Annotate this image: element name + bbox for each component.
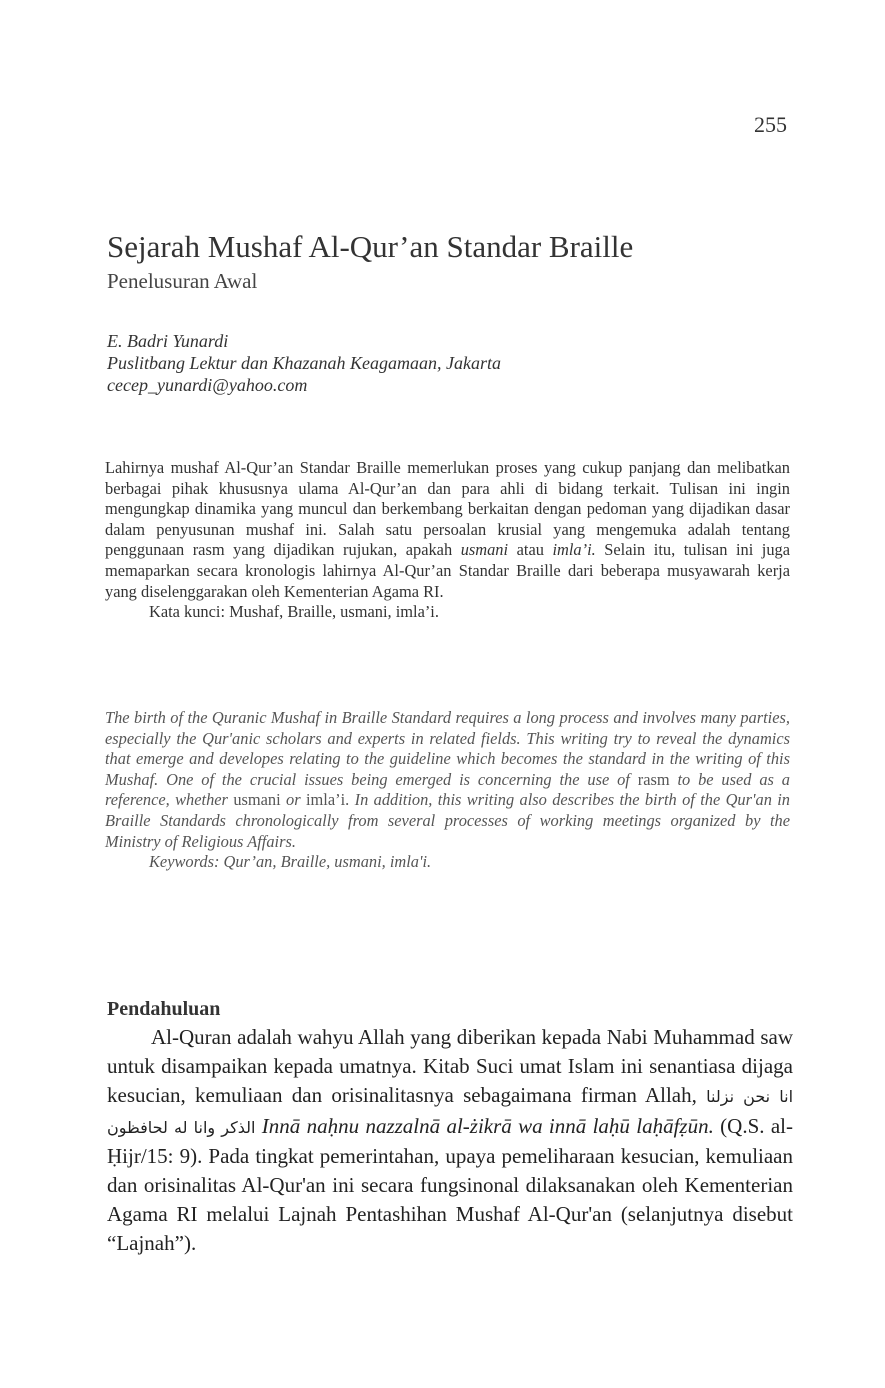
abstract-id-keywords: Kata kunci: Mushaf, Braille, usmani, imla’i. [149, 602, 439, 622]
author-block [107, 330, 501, 396]
abstract-en-body [105, 708, 790, 852]
section-part1: Al-Quran adalah wahyu Allah yang diberikan kepada Nabi Muhammad saw untuk disampaikan kepada umatnya. Kitab Suci umat Islam ini senantiasa dijaga kesucian, kemuliaan dan orisinalitasnya sebagaimana firman Allah, [107, 1025, 793, 1108]
abstract-id-part2: Selain itu, tulisan ini juga memaparkan secara kronologis lahirnya Al-Qur’an Standar Braille dari beberapa musyawarah kerja yang diselenggarakan oleh Kementerian Agama RI. [105, 540, 790, 601]
abstract-en-term-usmani: usmani [233, 790, 281, 810]
abstract-en-mid1: to be used as a reference, whether [105, 769, 790, 810]
section-heading: Pendahuluan [107, 998, 221, 1020]
section-body [107, 1023, 793, 1259]
section-introduction [107, 997, 793, 1259]
abstract-en-part1: The birth of the Quranic Mushaf in Braille Standard requires a long process and involves many parties, especially the Qur'anic scholars and experts in related fields. This writing try to reveal the dynamics that emerge and developes relating to the guideline which becomes the standard in the writing of this Mushaf. One of the crucial issues being emerged is concerning the use of [105, 708, 790, 789]
abstract-en-keywords: Keywords: Qur’an, Braille, usmani, imla'i. [149, 852, 432, 872]
abstract-id-term-usmani: usmani [460, 540, 509, 560]
verse-citation: (Q.S. al-Ḥijr/15: 9). [107, 1113, 793, 1168]
abstract-id-conj: atau [516, 540, 544, 560]
abstract-english [105, 708, 790, 873]
abstract-id-term-imlai: imla’i. [552, 540, 596, 560]
abstract-en-term-rasm: rasm [637, 769, 670, 789]
author-email: cecep_yunardi@yahoo.com [107, 375, 308, 395]
abstract-en-part2: In addition, this writing also describes the birth of the Qur'an in Braille Standards chronologically from several processes of working meetings organized by the Ministry of Religious Affairs. [105, 790, 791, 851]
article-title: Sejarah Mushaf Al-Qur’an Standar Braille [107, 229, 634, 264]
author-affiliation: Puslitbang Lektur dan Khazanah Keagamaan, Jakarta [107, 353, 501, 373]
title-block [107, 228, 807, 294]
section-part2: Pada tingkat pemerintahan, upaya pemeliharaan kesucian, kemuliaan dan orisinalitas Al-Qur'an ini secara fungsinonal dilaksanakan oleh Kementerian Agama RI melalui Lajnah Pentashihan Mushaf Al-Qur'an (selanjutnya disebut “Lajnah”). [107, 1143, 794, 1256]
abstract-id-body [105, 458, 790, 602]
abstract-en-mid2: or [286, 790, 301, 810]
abstract-indonesian [105, 458, 790, 623]
verse-transliteration: Innā naḥnu nazzalnā al-żikrā wa innā laḥū laḥāfẓūn. [261, 1113, 714, 1138]
abstract-id-part1: Lahirnya mushaf Al-Qur’an Standar Braille memerlukan proses yang cukup panjang dan melibatkan berbagai pihak khususnya ulama Al-Qur’an dan para ahli di bidang terkait. Tulisan ini ingin mengungkap dinamika yang muncul dan berkembang berkaitan dengan pedoman yang dijadikan dasar dalam penyusunan mushaf ini. Salah satu persoalan krusial yang mengemuka adalah tentang penggunaan rasm yang dijadikan rujukan, apakah [105, 458, 790, 560]
author-name: E. Badri Yunardi [107, 331, 229, 351]
page-number: 255 [754, 112, 787, 137]
article-subtitle: Penelusuran Awal [107, 269, 258, 293]
abstract-en-term-imlai: imla’i. [306, 790, 350, 810]
arabic-verse: انا نحن نزلنا الذكر وانا له لحافظون [107, 1087, 794, 1137]
